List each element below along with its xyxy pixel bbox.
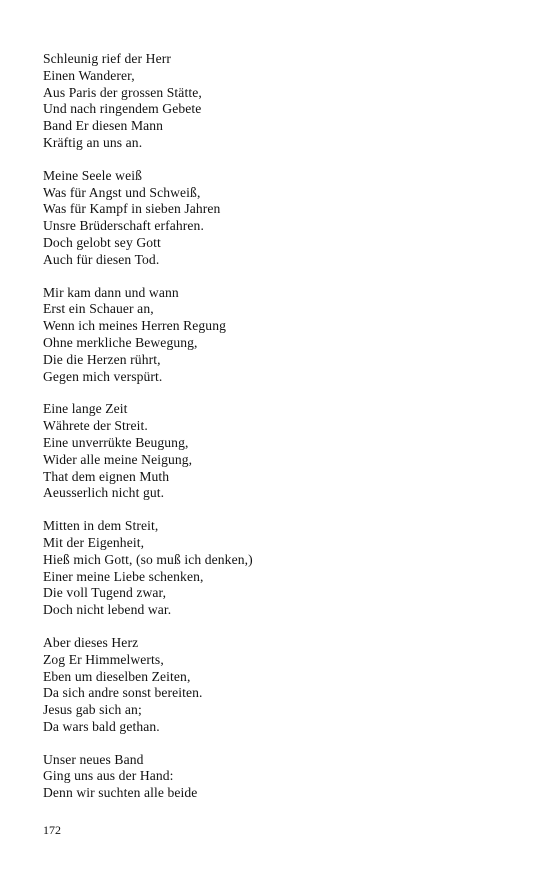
poem-line: Doch nicht lebend war. [43, 602, 172, 618]
poem-line: Gegen mich verspürt. [43, 368, 163, 384]
poem-line: Mit der Eigenheit, [43, 534, 145, 550]
poem-line: Und nach ringendem Gebete [43, 101, 202, 117]
poem-line: Denn wir suchten alle beide [43, 785, 198, 801]
poem-line: Ohne merkliche Bewegung, [43, 334, 198, 350]
poem-line: Kräftig an uns an. [43, 134, 143, 150]
poem-line: Band Er diesen Mann [43, 118, 164, 134]
poem-line: Mir kam dann und wann [43, 284, 179, 300]
poem-line: Aeusserlich nicht gut. [43, 485, 165, 501]
poem-line: Aus Paris der grossen Stätte, [43, 84, 202, 100]
poem-line: Mitten in dem Streit, [43, 518, 159, 534]
poem-line: Jesus gab sich an; [43, 702, 142, 718]
poem-line: Die die Herzen rührt, [43, 351, 161, 367]
poem-line: Einen Wanderer, [43, 67, 135, 83]
stanza-4 [43, 401, 503, 502]
poem-line: Meine Seele weiß [43, 167, 142, 183]
poem-line: Wenn ich meines Herren Regung [43, 318, 226, 334]
poem-line: Hieß mich Gott, (so muß ich denken,) [43, 551, 253, 567]
poem-line: That dem eignen Muth [43, 468, 170, 484]
poem-line: Einer meine Liebe schenken, [43, 568, 204, 584]
poem-line: Da wars bald gethan. [43, 718, 160, 734]
poem-line: Auch für diesen Tod. [43, 251, 160, 267]
poem-line: Eine lange Zeit [43, 401, 128, 417]
poem-line: Eben um dieselben Zeiten, [43, 668, 191, 684]
stanza-3 [43, 285, 503, 386]
poem-line: Eine unverrükte Beugung, [43, 434, 189, 450]
stanza-1 [43, 51, 503, 152]
stanza-7 [43, 752, 503, 802]
page-number: 172 [43, 823, 61, 837]
poem-line: Aber dieses Herz [43, 634, 139, 650]
poem-line: Unsre Brüderschaft erfahren. [43, 218, 204, 234]
poem-line: Erst ein Schauer an, [43, 301, 154, 317]
poem-line: Ging uns aus der Hand: [43, 768, 174, 784]
poem-line: Da sich andre sonst bereiten. [43, 685, 203, 701]
poem-line: Doch gelobt sey Gott [43, 234, 161, 250]
poem-text [43, 51, 503, 818]
poem-line: Was für Angst und Schweiß, [43, 184, 201, 200]
poem-line: Zog Er Himmelwerts, [43, 651, 164, 667]
poem-line: Schleunig rief der Herr [43, 51, 171, 66]
stanza-2 [43, 168, 503, 269]
poem-line: Unser neues Band [43, 751, 144, 767]
stanza-6 [43, 635, 503, 736]
poem-line: Die voll Tugend zwar, [43, 585, 167, 601]
stanza-5 [43, 518, 503, 619]
poem-line: Was für Kampf in sieben Jahren [43, 201, 221, 217]
poem-line: Währete der Streit. [43, 418, 148, 434]
poem-line: Wider alle meine Neigung, [43, 451, 193, 467]
